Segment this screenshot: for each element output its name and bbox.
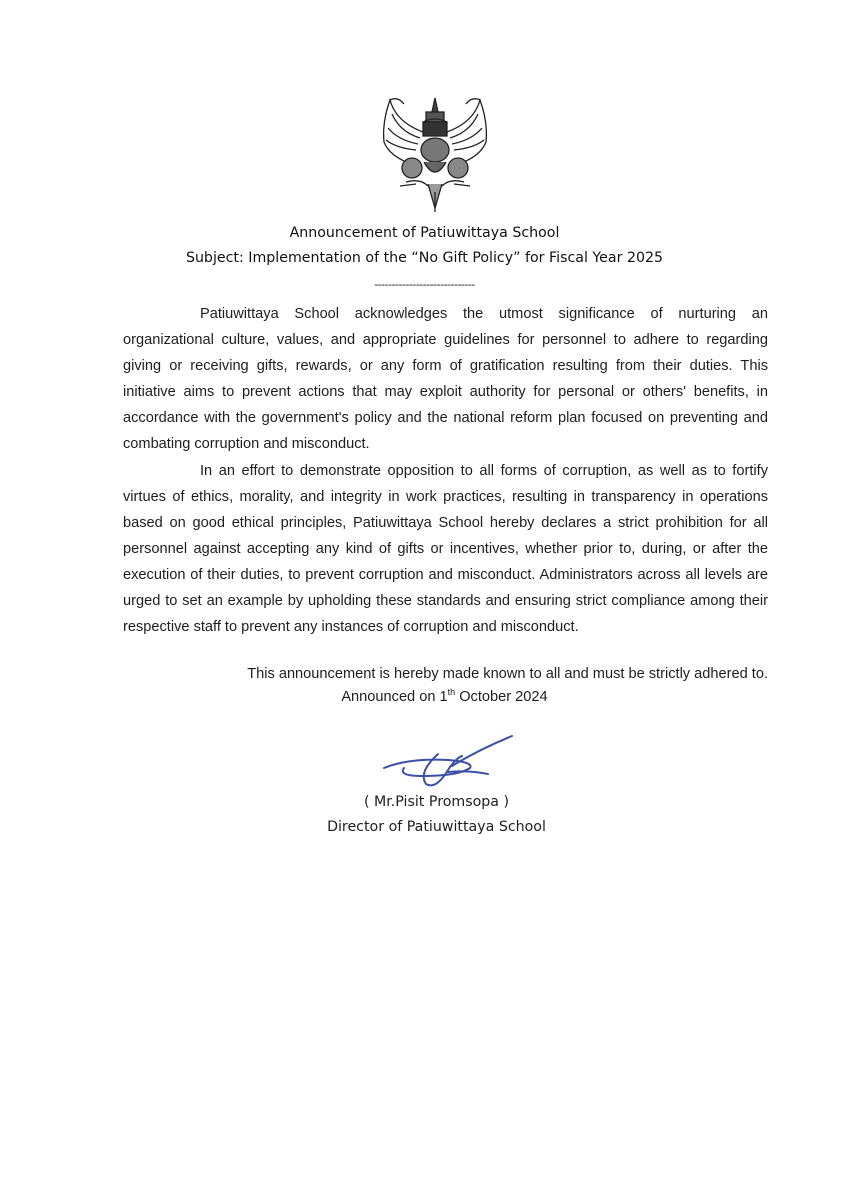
garuda-emblem-icon: [376, 92, 494, 214]
announcement-date: [0, 687, 849, 705]
paragraph-2: In an effort to demonstrate opposition to all forms of corruption, as well as to fortify virtues of ethics, morality, and integrity in work practices, resulting in transparency in operations based on good ethical principles, Patiuwittaya School hereby declares a strict prohibition for all personnel against accepting any kind of gifts or incentives, whether prior to, during, or after the execution of their duties, to prevent corruption and misconduct. Administrators across all levels are urged to set an example by upholding these standards and ensuring strict compliance among their respective staff to prevent any instances of corruption and misconduct.: [123, 462, 768, 636]
date-suffix: October 2024: [455, 689, 548, 705]
signature-icon: [378, 732, 518, 792]
paragraph-1: Patiuwittaya School acknowledges the utmost significance of nurturing an organizational culture, values, and appropriate guidelines for personnel to adhere to regarding giving or receiving gifts, rewards, or any form of gratification resulting from their duties. This initiative aims to prevent actions that may exploit authority for personal or others' benefits, in accordance with the government's policy and the national reform plan focused on preventing and combating corruption and misconduct.: [123, 306, 768, 453]
date-prefix: Announced on 1: [341, 689, 448, 705]
separator-line: -----------------------------: [374, 278, 475, 291]
announcement-subject: Subject: Implementation of the “No Gift Policy” for Fiscal Year 2025: [185, 250, 664, 266]
signer-title: Director of Patiuwittaya School: [327, 819, 546, 835]
closing-statement: This announcement is hereby made known to all and must be strictly adhered to.: [247, 666, 768, 682]
date-ordinal: th: [447, 687, 456, 697]
signer-name: ( Mr.Pisit Promsopa ): [363, 794, 510, 810]
announcement-body: [123, 301, 768, 640]
announcement-heading: Announcement of Patiuwittaya School: [289, 225, 560, 241]
